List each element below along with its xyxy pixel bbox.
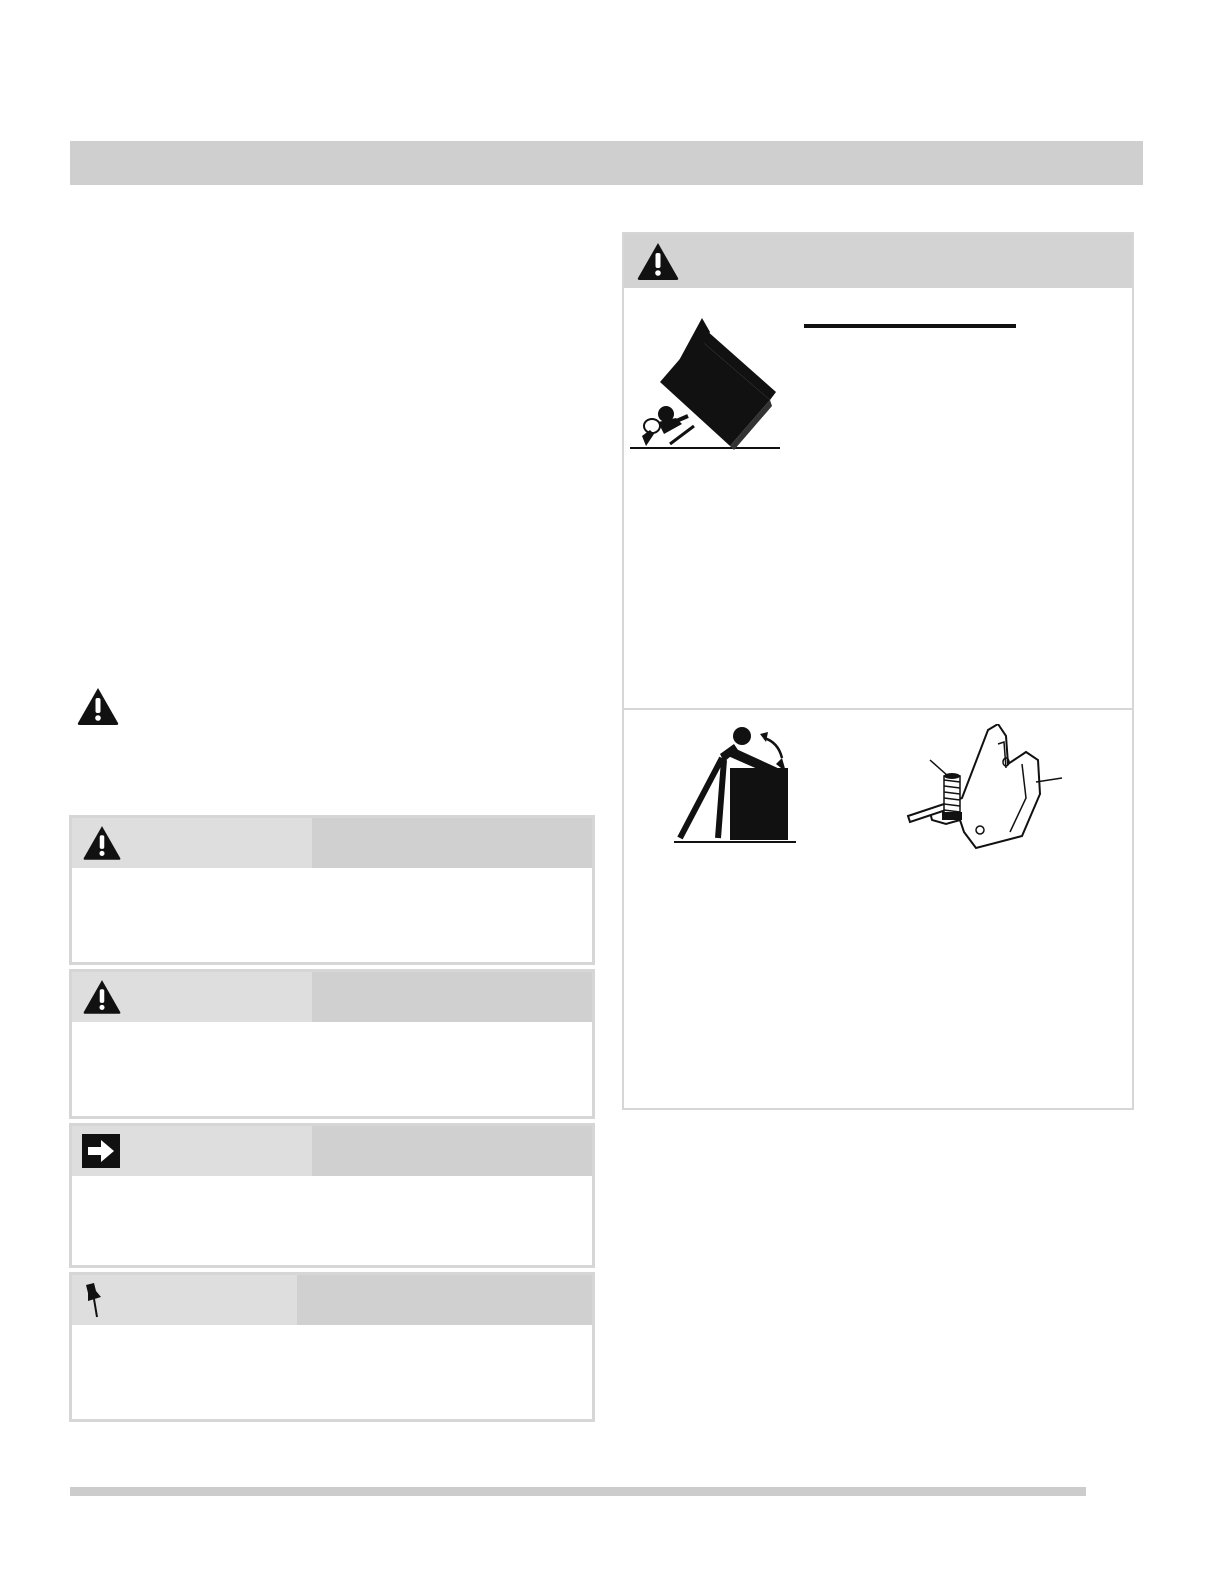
notice-box-warning-2 xyxy=(69,969,595,1119)
tip-over-heading xyxy=(804,324,1016,328)
anti-tip-bracket-illustration xyxy=(902,724,1068,859)
tip-over-divider xyxy=(624,708,1132,710)
warning-triangle-icon xyxy=(76,686,120,731)
warning-triangle-icon xyxy=(82,978,122,1020)
child-tip-over-illustration xyxy=(630,318,782,455)
person-tilting-range-illustration xyxy=(672,720,798,851)
notice-box-warning-1 xyxy=(69,815,595,965)
pushpin-icon xyxy=(80,1281,110,1326)
tip-over-header xyxy=(624,234,1132,288)
notice-box-note xyxy=(69,1272,595,1422)
warning-triangle-icon xyxy=(636,241,680,286)
tip-over-warning-box xyxy=(622,232,1134,1110)
notice-box-important xyxy=(69,1123,595,1268)
footer-rule xyxy=(70,1487,1086,1496)
arrow-right-icon xyxy=(82,1134,120,1173)
warning-triangle-icon xyxy=(82,824,122,866)
header-bar xyxy=(70,141,1143,185)
